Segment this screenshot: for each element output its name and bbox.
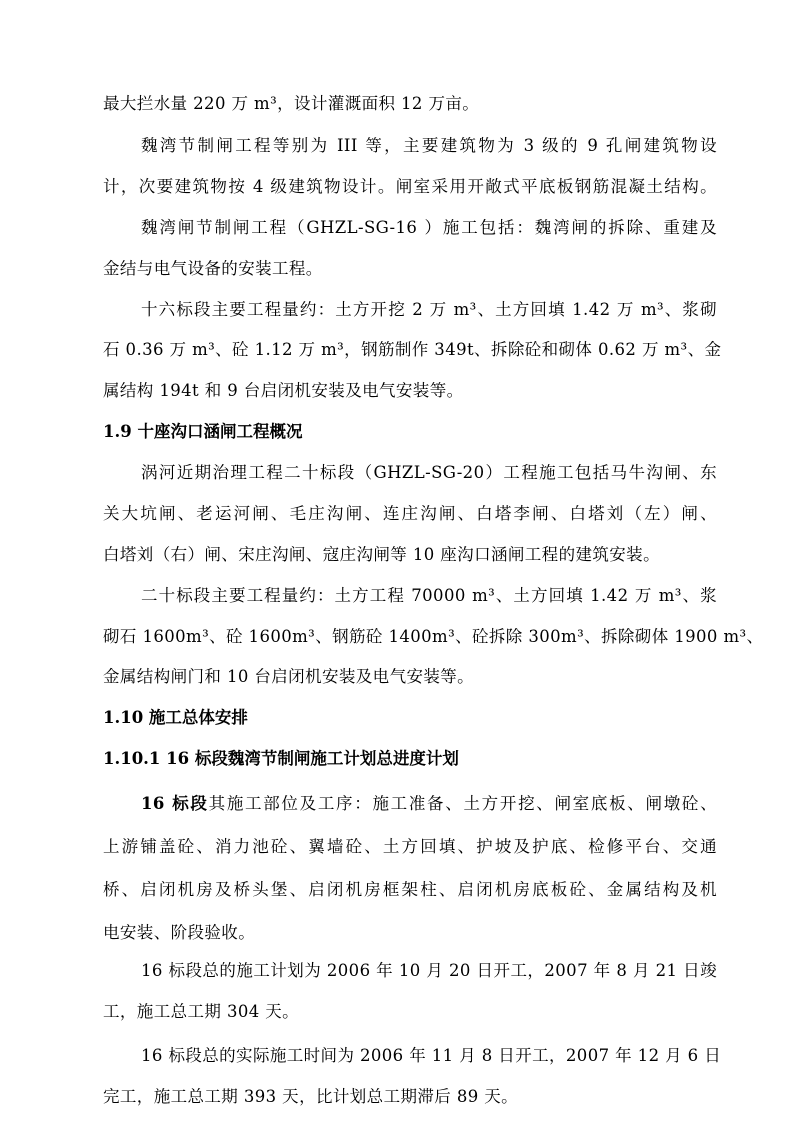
section-heading-1-9: 1.9 十座沟口涵闸工程概况 bbox=[103, 422, 303, 441]
paragraph-line: 关大坑闸、老运河闸、毛庄沟闸、连庄沟闸、白塔李闸、白塔刘（左）闸、 bbox=[103, 504, 717, 523]
paragraph-line: 16 标段总的施工计划为 2006 年 10 月 20 日开工，2007 年 8 月 21 日竣 bbox=[141, 961, 717, 980]
paragraph-line: 工，施工总工期 304 天。 bbox=[103, 1002, 300, 1021]
paragraph-line: 金属结构闸门和 10 台启闭机安装及电气安装等。 bbox=[103, 667, 475, 686]
paragraph-line: 金结与电气设备的安装工程。 bbox=[103, 259, 323, 278]
paragraph-line: 计，次要建筑物按 4 级建筑物设计。闸室采用开敞式平底板钢筋混凝土结构。 bbox=[103, 177, 717, 196]
paragraph-line: 白塔刘（右）闸、宋庄沟闸、寇庄沟闸等 10 座沟口涵闸工程的建筑安装。 bbox=[103, 545, 660, 564]
paragraph-line: 魏湾节制闸工程等别为 III 等，主要建筑物为 3 级的 9 孔闸建筑物设 bbox=[141, 136, 717, 155]
paragraph-line: 最大拦水量 220 万 m³，设计灌溉面积 12 万亩。 bbox=[103, 94, 480, 113]
paragraph-line: 魏湾闸节制闸工程（GHZL-SG-16 ）施工包括：魏湾闸的拆除、重建及 bbox=[141, 218, 717, 237]
paragraph-line: 十六标段主要工程量约：土方开挖 2 万 m³、土方回填 1.42 万 m³、浆砌 bbox=[141, 300, 717, 319]
paragraph-line: 砌石 1600m³、砼 1600m³、钢筋砼 1400m³、砼拆除 300m³、拆除砌体 1900 m³、 bbox=[103, 627, 764, 646]
paragraph-line: 石 0.36 万 m³、砼 1.12 万 m³，钢筋制作 349t、拆除砼和砌体 0.62 万 m³、金 bbox=[103, 340, 722, 359]
paragraph-line: 电安装、阶段验收。 bbox=[103, 923, 256, 942]
paragraph-text: 其施工部位及工序：施工准备、土方开挖、闸室底板、闸墩砼、 bbox=[208, 794, 717, 813]
paragraph-line: 二十标段主要工程量约：土方工程 70000 m³、土方回填 1.42 万 m³、浆 bbox=[141, 586, 717, 605]
section-heading-1-10: 1.10 施工总体安排 bbox=[103, 708, 248, 727]
paragraph-line: 属结构 194t 和 9 台启闭机安装及电气安装等。 bbox=[103, 381, 464, 400]
paragraph-line: 完工，施工总工期 393 天，比计划总工期滞后 89 天。 bbox=[103, 1087, 519, 1106]
section-heading-1-10-1: 1.10.1 16 标段魏湾节制闸施工计划总进度计划 bbox=[103, 749, 459, 768]
paragraph-line bbox=[103, 791, 717, 817]
bold-term: 16 标段 bbox=[141, 794, 209, 813]
paragraph-line: 16 标段总的实际施工时间为 2006 年 11 月 8 日开工，2007 年 12 月 6 日 bbox=[141, 1046, 722, 1065]
paragraph-line: 涡河近期治理工程二十标段（GHZL-SG-20）工程施工包括马牛沟闸、东 bbox=[141, 463, 717, 482]
paragraph-line: 上游铺盖砼、消力池砼、翼墙砼、土方回填、护坡及护底、检修平台、交通 bbox=[103, 837, 717, 856]
paragraph-line: 桥、启闭机房及桥头堡、启闭机房框架柱、启闭机房底板砼、金属结构及机 bbox=[103, 880, 717, 899]
